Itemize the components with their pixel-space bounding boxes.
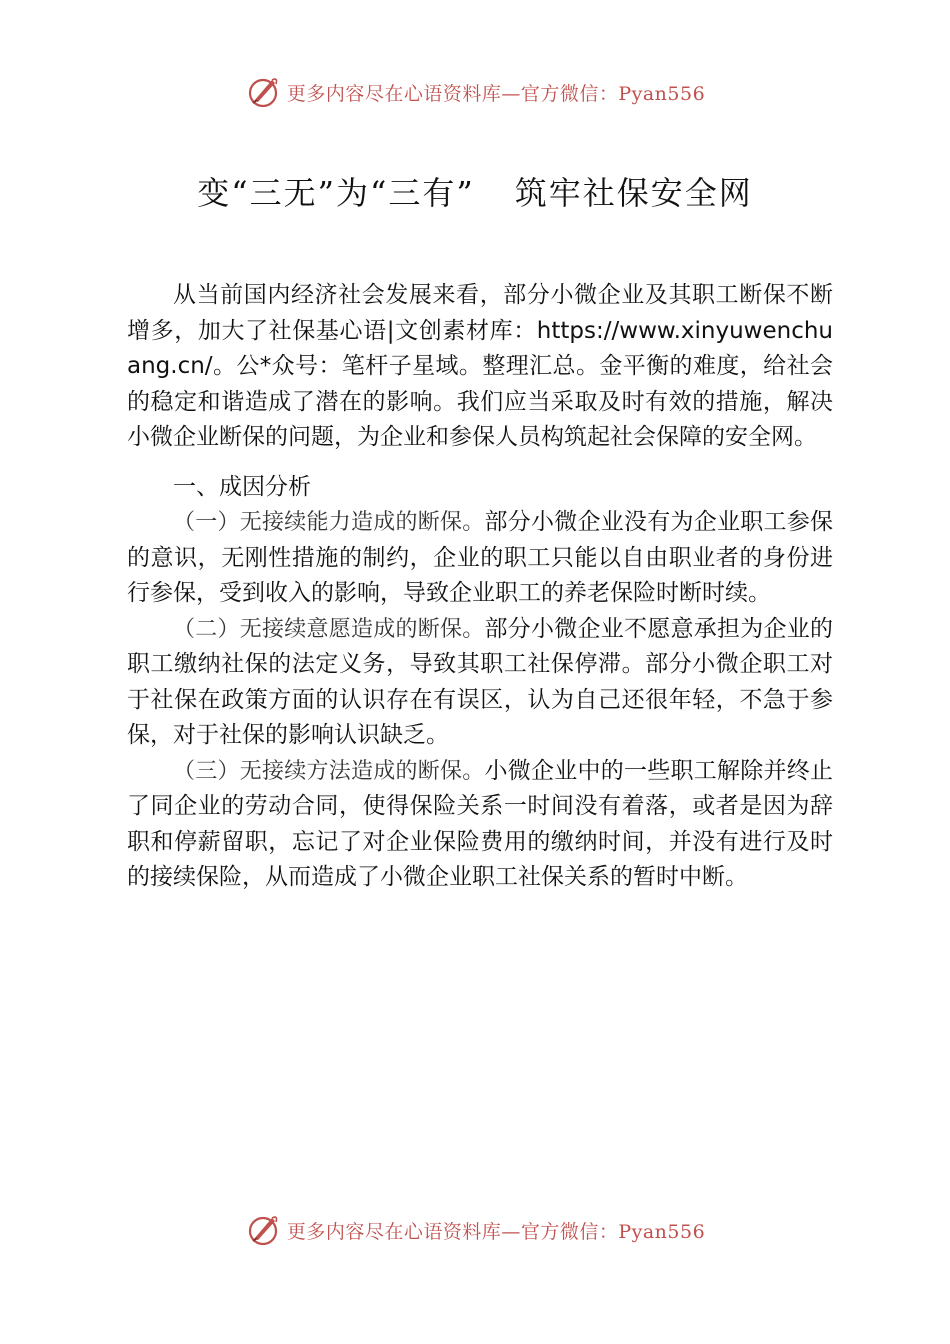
section-heading: 一、成因分析	[173, 473, 311, 500]
cause-item	[127, 505, 833, 612]
cause-item	[127, 754, 833, 896]
banner-text: 更多内容尽在心语资料库—官方微信：Pyan556	[286, 82, 706, 105]
cause-item-body: 部分小微企业没有为企业职工参保的意识，无刚性措施的制约，企业的职工只能以自由职业者的身份进行参保，受到收入的影响，导致企业职工的养老保险时断时续。	[127, 509, 833, 606]
quill-logo-icon	[245, 74, 281, 110]
title-part-2: 筑牢社保安全网	[514, 174, 753, 212]
document-title	[0, 168, 950, 214]
title-part-1: 变“三无”为“三有”	[197, 174, 475, 212]
document-body	[127, 278, 833, 896]
cause-item-body: 小微企业中的一些职工解除并终止了同企业的劳动合同，使得保险关系一时间没有着落，或者是因为辞职和停薪留职，忘记了对企业保险费用的缴纳时间，并没有进行及时的接续保险，从而造成了小微企业职工社保关系的暂时中断。	[127, 757, 833, 890]
cause-item-heading: （一）无接续能力造成的断保。	[173, 510, 485, 535]
header-banner	[0, 72, 950, 112]
cause-item	[127, 612, 833, 754]
intro-paragraph: 从当前国内经济社会发展来看，部分小微企业及其职工断保不断增多，加大了社保基心语|文创素材库：https://www.xinyuwenchuang.cn/。公*众号：笔杆子星域。整理汇总。金平衡的难度，给社会的稳定和谐造成了潜在的影响。我们应当采取及时有效的措施，解决小微企业断保的问题，为企业和参保人员构筑起社会保障的安全网。	[127, 282, 833, 450]
quill-logo-icon	[245, 1212, 281, 1248]
footer-banner	[0, 1210, 950, 1250]
banner-text: 更多内容尽在心语资料库—官方微信：Pyan556	[286, 1220, 706, 1243]
cause-item-heading: （三）无接续方法造成的断保。	[173, 758, 485, 784]
cause-item-body: 部分小微企业不愿意承担为企业的职工缴纳社保的法定义务，导致其职工社保停滞。部分小微企职工对于社保在政策方面的认识存在有误区，认为自己还很年轻，不急于参保，对于社保的影响认识缺乏。	[127, 615, 833, 748]
cause-item-heading: （二）无接续意愿造成的断保。	[173, 616, 485, 642]
